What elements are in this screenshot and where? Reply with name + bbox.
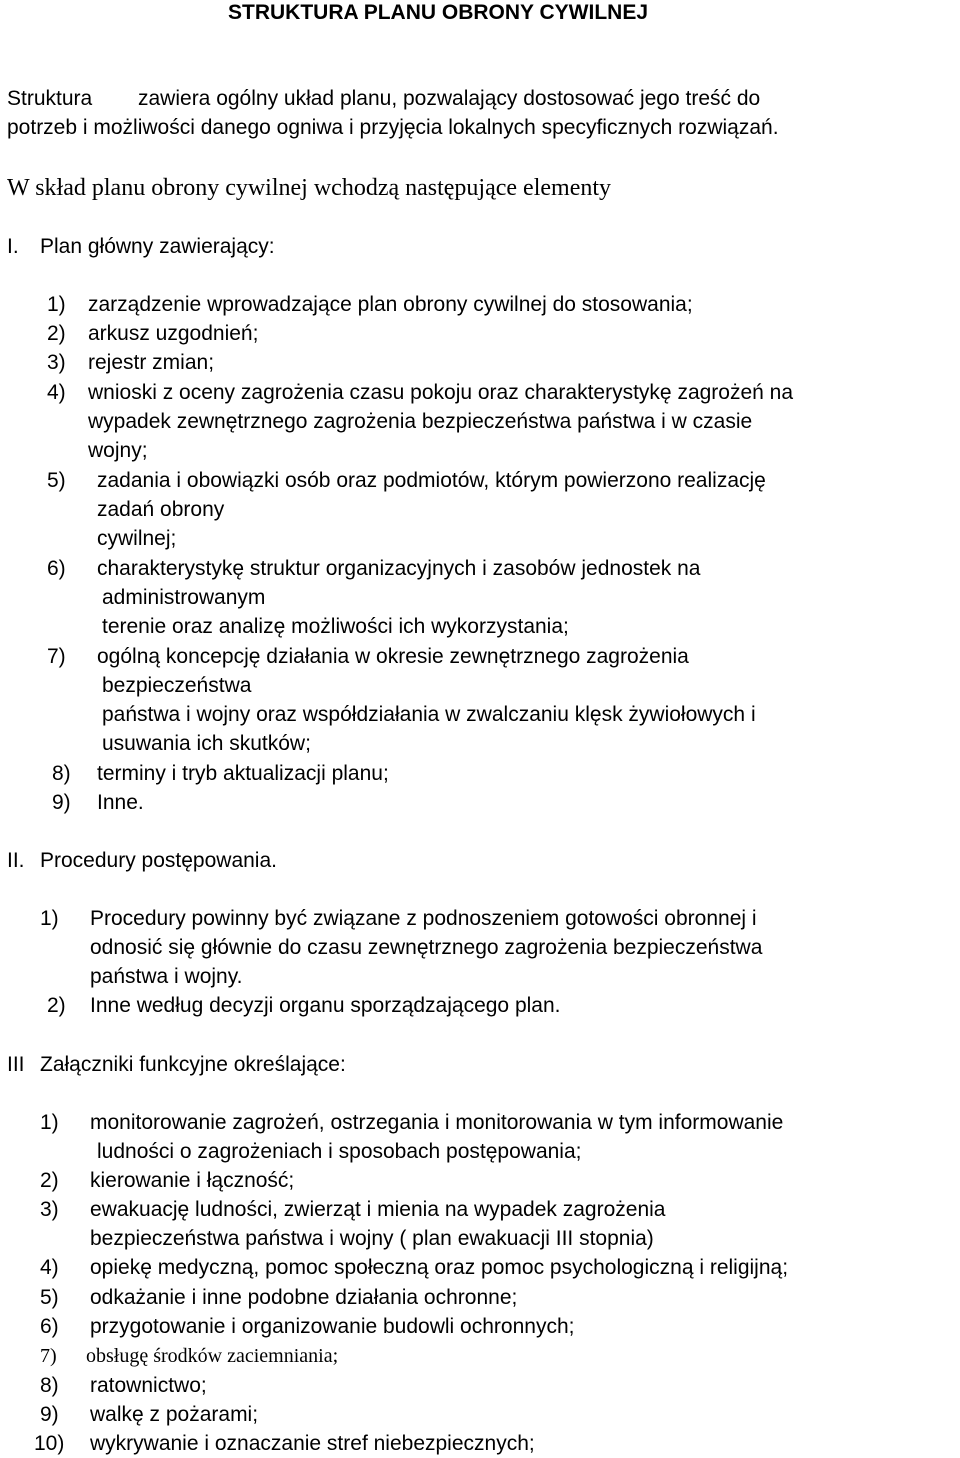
s3-item-1-line-1: monitorowanie zagrożeń, ostrzegania i monitorowania w tym informowanie	[90, 1111, 784, 1134]
section-3-number: III	[7, 1053, 25, 1076]
s1-item-5-line-1: zadania i obowiązki osób oraz podmiotów, którym powierzono realizację	[97, 469, 766, 492]
intro-line-1b: zawiera ogólny układ planu, pozwalający dostosować jego treść do	[138, 87, 761, 110]
s3-item-9-line-1: walkę z pożarami;	[90, 1403, 259, 1426]
s1-item-6-line-1: charakterystykę struktur organizacyjnych i zasobów jednostek na	[97, 557, 701, 580]
s3-item-9-number: 9)	[40, 1403, 59, 1426]
s1-item-6-line-3: terenie oraz analizę możliwości ich wykorzystania;	[102, 615, 569, 638]
s3-item-3-line-2: bezpieczeństwa państwa i wojny ( plan ewakuacji III stopnia)	[90, 1227, 654, 1250]
section-1-heading: Plan główny zawierający:	[40, 235, 275, 258]
s1-item-4-line-2: wypadek zewnętrznego zagrożenia bezpieczeństwa państwa i w czasie	[88, 410, 753, 433]
s1-item-2-line-1: arkusz uzgodnień;	[88, 322, 259, 345]
s3-item-3-line-1: ewakuację ludności, zwierząt i mienia na wypadek zagrożenia	[90, 1198, 666, 1221]
s3-item-8-line-1: ratownictwo;	[90, 1374, 207, 1397]
s1-item-4-line-3: wojny;	[88, 439, 148, 462]
s1-item-6-line-2: administrowanym	[102, 586, 266, 609]
intro-line-1a: Struktura	[7, 87, 93, 110]
s3-item-4-number: 4)	[40, 1256, 59, 1279]
s3-item-10-line-1: wykrywanie i oznaczanie stref niebezpiecznych;	[90, 1432, 535, 1455]
s3-item-8-number: 8)	[40, 1374, 59, 1397]
intro-line-3: W skład planu obrony cywilnej wchodzą następujące elementy	[7, 175, 612, 201]
s2-item-2-number: 2)	[47, 994, 66, 1017]
s1-item-7-number: 7)	[47, 645, 66, 668]
s1-item-8-line-1: terminy i tryb aktualizacji planu;	[97, 762, 389, 785]
s2-item-1-line-2: odnosić się głównie do czasu zewnętrznego zagrożenia bezpieczeństwa	[90, 936, 763, 959]
page-title: STRUKTURA PLANU OBRONY CYWILNEJ	[228, 1, 649, 24]
section-1-number: I.	[7, 235, 19, 258]
s3-item-10-number: 10)	[34, 1432, 65, 1455]
intro-line-2: potrzeb i możliwości danego ogniwa i przyjęcia lokalnych specyficznych rozwiązań.	[7, 116, 779, 139]
s1-item-7-line-4: usuwania ich skutków;	[102, 732, 311, 755]
s1-item-6-number: 6)	[47, 557, 66, 580]
s1-item-3-line-1: rejestr zmian;	[88, 351, 215, 374]
s3-item-4-line-1: opiekę medyczną, pomoc społeczną oraz pomoc psychologiczną i religijną;	[90, 1256, 789, 1279]
s1-item-9-line-1: Inne.	[97, 791, 144, 814]
s3-item-1-number: 1)	[40, 1111, 59, 1134]
s3-item-5-number: 5)	[40, 1286, 59, 1309]
s1-item-4-number: 4)	[47, 381, 66, 404]
s3-item-5-line-1: odkażanie i inne podobne działania ochronne;	[90, 1286, 518, 1309]
s2-item-1-number: 1)	[40, 907, 59, 930]
s1-item-2-number: 2)	[47, 322, 66, 345]
s1-item-4-line-1: wnioski z oceny zagrożenia czasu pokoju oraz charakterystykę zagrożeń na	[88, 381, 794, 404]
s1-item-3-number: 3)	[47, 351, 66, 374]
s3-item-3-number: 3)	[40, 1198, 59, 1221]
s1-item-5-line-3: cywilnej;	[97, 527, 177, 550]
s3-item-1-line-2: ludności o zagrożeniach i sposobach postępowania;	[97, 1140, 582, 1163]
s3-item-7-number: 7)	[40, 1345, 57, 1367]
s3-item-2-line-1: kierowanie i łączność;	[90, 1169, 295, 1192]
s3-item-7-line-1: obsługę środków zaciemniania;	[86, 1345, 339, 1367]
s3-item-2-number: 2)	[40, 1169, 59, 1192]
s2-item-1-line-1: Procedury powinny być związane z podnoszeniem gotowości obronnej i	[90, 907, 757, 930]
s1-item-5-line-2: zadań obrony	[97, 498, 225, 521]
s1-item-9-number: 9)	[52, 791, 71, 814]
s1-item-5-number: 5)	[47, 469, 66, 492]
s3-item-6-number: 6)	[40, 1315, 59, 1338]
section-3-heading: Załączniki funkcyjne określające:	[40, 1053, 346, 1076]
s1-item-1-line-1: zarządzenie wprowadzające plan obrony cywilnej do stosowania;	[88, 293, 693, 316]
s1-item-7-line-3: państwa i wojny oraz współdziałania w zwalczaniu klęsk żywiołowych i	[102, 703, 756, 726]
s1-item-7-line-1: ogólną koncepcję działania w okresie zewnętrznego zagrożenia	[97, 645, 689, 668]
section-2-number: II.	[7, 849, 25, 872]
s3-item-6-line-1: przygotowanie i organizowanie budowli ochronnych;	[90, 1315, 575, 1338]
s2-item-1-line-3: państwa i wojny.	[90, 965, 243, 988]
s1-item-8-number: 8)	[52, 762, 71, 785]
section-2-heading: Procedury postępowania.	[40, 849, 277, 872]
s1-item-1-number: 1)	[47, 293, 66, 316]
s1-item-7-line-2: bezpieczeństwa	[102, 674, 252, 697]
s2-item-2-line-1: Inne według decyzji organu sporządzającego plan.	[90, 994, 561, 1017]
